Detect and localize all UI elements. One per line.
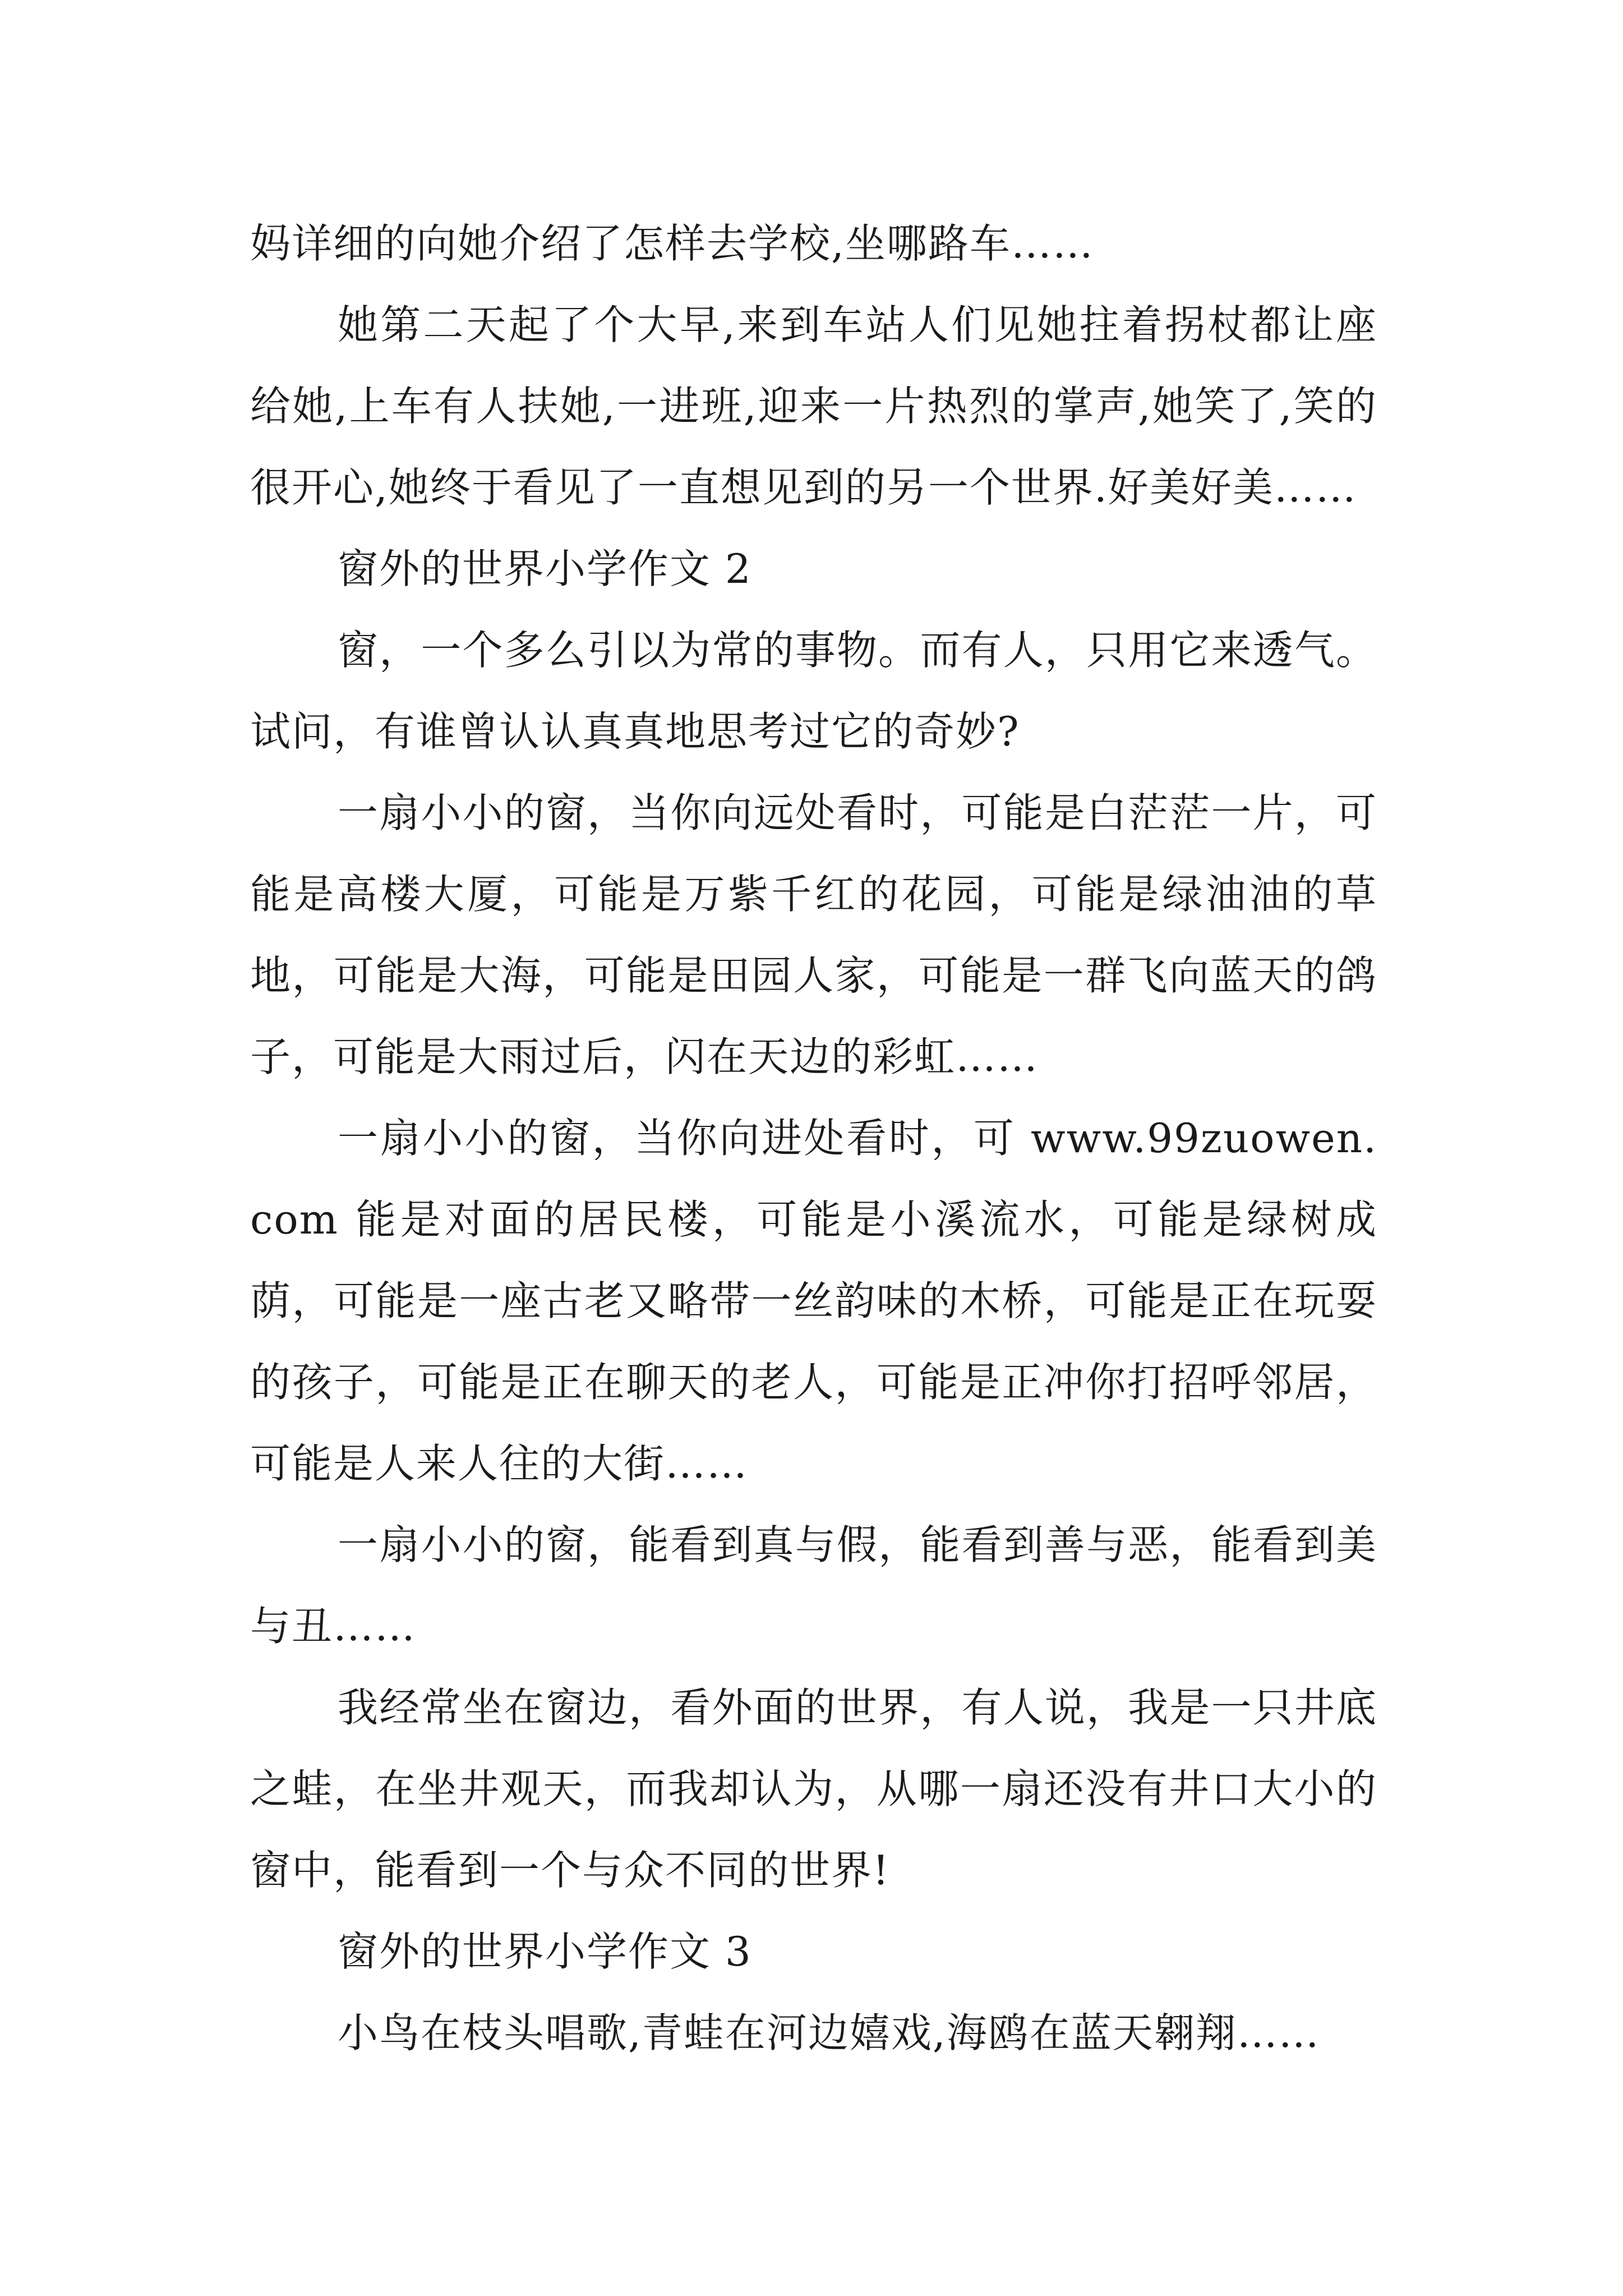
- paragraph: 窗，一个多么引以为常的事物。而有人，只用它来透气。试问，有谁曾认认真真地思考过它的奇妙?: [250, 627, 1377, 755]
- paragraph: 我经常坐在窗边，看外面的世界，有人说，我是一只井底之蛙，在坐井观天，而我却认为，从哪一扇还没有井口大小的窗中，能看到一个与众不同的世界!: [250, 1684, 1377, 1894]
- paragraph: 一扇小小的窗，当你向远处看时，可能是白茫茫一片，可能是高楼大厦，可能是万紫千红的花园，可能是绿油油的草地，可能是大海，可能是田园人家，可能是一群飞向蓝天的鸽子，可能是大雨过后，闪在天边的彩虹……: [250, 789, 1377, 1080]
- document-body: [250, 203, 1377, 2074]
- paragraph: 小鸟在枝头唱歌,青蛙在河边嬉戏,海鸥在蓝天翱翔……: [338, 2009, 1320, 2056]
- paragraph: 一扇小小的窗，当你向进处看时，可 www.99zuowen.com 能是对面的居民楼，可能是小溪流水，可能是绿树成荫，可能是一座古老又略带一丝韵味的木桥，可能是正在玩耍的孩子，可能是正在聊天的老人，可能是正冲你打招呼邻居，可能是人来人往的大街……: [250, 1115, 1377, 1487]
- section-heading: 窗外的世界小学作文 2: [338, 545, 752, 592]
- section-heading: 窗外的世界小学作文 3: [338, 1928, 752, 1975]
- paragraph: 妈详细的向她介绍了怎样去学校,坐哪路车……: [250, 220, 1094, 267]
- paragraph: 她第二天起了个大早,来到车站人们见她拄着拐杖都让座给她,上车有人扶她,一进班,迎来一片热烈的掌声,她笑了,笑的很开心,她终于看见了一直想见到的另一个世界.好美好美……: [250, 301, 1377, 511]
- paragraph: 一扇小小的窗，能看到真与假，能看到善与恶，能看到美与丑……: [250, 1521, 1377, 1650]
